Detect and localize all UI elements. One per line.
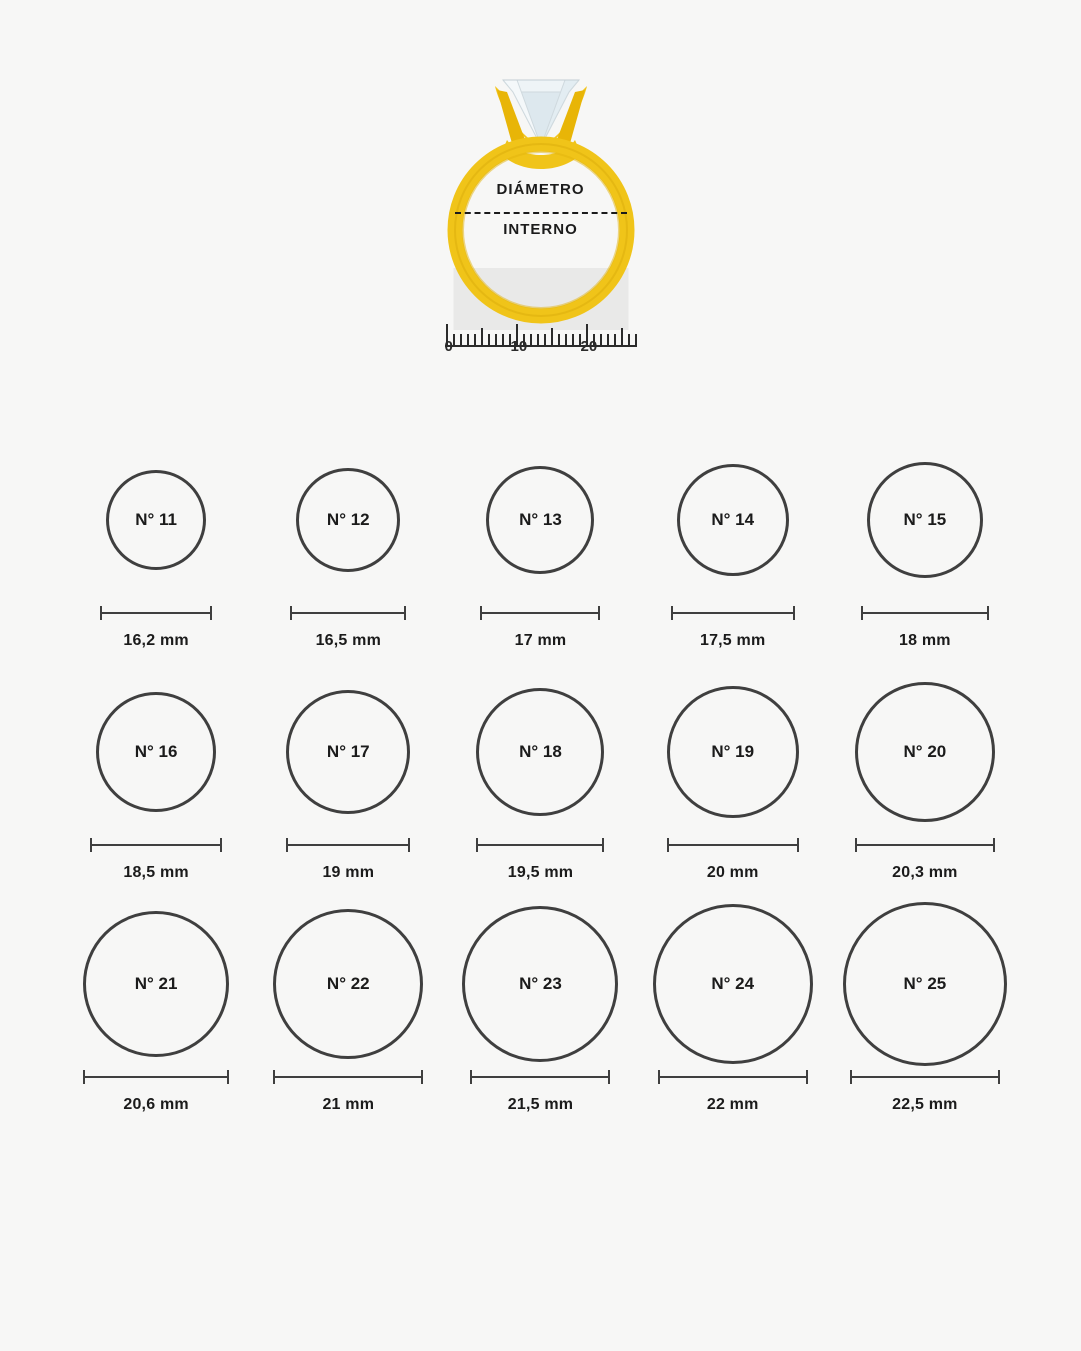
- ring-diameter-mm: 22 mm: [706, 1096, 759, 1113]
- measure-cap-right: [210, 606, 212, 620]
- ring-circle: [273, 909, 423, 1059]
- ring-circle: [843, 902, 1007, 1066]
- diameter-measure-bar: [658, 1070, 808, 1084]
- ring-size-label: N° 14: [711, 510, 755, 529]
- measure-cap-right: [227, 1070, 229, 1084]
- ring-circle: [286, 690, 410, 814]
- ring-diameter-mm: 19,5 mm: [507, 864, 574, 881]
- measure-line: [286, 844, 410, 846]
- measure-cap-left: [861, 606, 863, 620]
- measure-cap-left: [855, 838, 857, 852]
- ring-diameter-mm: 22,5 mm: [892, 1096, 958, 1113]
- diameter-measure-bar: [861, 606, 989, 620]
- ring-diameter-mm: 16,5 mm: [315, 632, 382, 649]
- measure-cap-left: [671, 606, 673, 620]
- ring-circle: [462, 906, 618, 1062]
- measure-cap-right: [408, 838, 410, 852]
- ring-size-cell: [444, 672, 636, 882]
- ring-size-cell: [60, 904, 252, 1114]
- ring-circle: [96, 692, 216, 812]
- measure-line: [83, 1076, 229, 1078]
- ring-circle-wrap: [476, 672, 604, 832]
- measure-cap-left: [470, 1070, 472, 1084]
- ring-circle-wrap: [462, 904, 618, 1064]
- measure-cap-right: [987, 606, 989, 620]
- measure-line: [850, 1076, 1000, 1078]
- diameter-measure-bar: [90, 838, 222, 852]
- ring-circle: [486, 466, 594, 574]
- ring-size-label: N° 11: [135, 510, 177, 529]
- measure-line: [273, 1076, 423, 1078]
- ring-circle: [867, 462, 983, 578]
- measure-line: [658, 1076, 808, 1078]
- ring-diameter-mm: 20,3 mm: [892, 864, 958, 881]
- ring-size-label: N° 19: [711, 742, 755, 761]
- ring-size-label: N° 16: [134, 742, 178, 761]
- measure-cap-right: [220, 838, 222, 852]
- measure-cap-right: [806, 1070, 808, 1084]
- ring-size-label: N° 20: [903, 742, 947, 761]
- ring-diameter-mm: 17 mm: [514, 632, 567, 649]
- ring-diameter-mm: 18 mm: [899, 632, 951, 649]
- ring-circle: [106, 470, 206, 570]
- diameter-measure-bar: [850, 1070, 1000, 1084]
- ring-diameter-mm: 21 mm: [322, 1096, 375, 1113]
- ring-size-label: N° 12: [326, 510, 370, 529]
- measure-cap-left: [83, 1070, 85, 1084]
- measure-line: [671, 612, 795, 614]
- ring-diameter-mm: 20,6 mm: [123, 1096, 189, 1113]
- ring-size-cell: [637, 440, 829, 650]
- measure-cap-left: [90, 838, 92, 852]
- diameter-measure-bar: [470, 1070, 610, 1084]
- ring-size-label: N° 15: [903, 510, 947, 529]
- measure-line: [861, 612, 989, 614]
- measure-cap-right: [797, 838, 799, 852]
- measure-cap-left: [273, 1070, 275, 1084]
- ruler-tick-labels: [441, 338, 641, 360]
- measure-line: [855, 844, 995, 846]
- ring-size-label: N° 22: [326, 974, 370, 993]
- ruler-tick-20: 20: [580, 338, 598, 355]
- diameter-measure-bar: [671, 606, 795, 620]
- ring-circle-wrap: [286, 672, 410, 832]
- diameter-measure-bar: [476, 838, 604, 852]
- inner-diameter-label-line2: INTERNO: [503, 220, 578, 238]
- ring-circle: [296, 468, 400, 572]
- measure-cap-right: [793, 606, 795, 620]
- ring-size-grid: [0, 440, 1081, 1114]
- ring-diameter-mm: 21,5 mm: [507, 1096, 574, 1113]
- diameter-measure-bar: [855, 838, 995, 852]
- measure-cap-right: [404, 606, 406, 620]
- ring-measure-illustration: [0, 0, 1081, 430]
- ring-size-label: N° 21: [134, 974, 178, 993]
- ring-circle: [855, 682, 995, 822]
- ring-size-cell: [60, 672, 252, 882]
- inner-diameter-label: [441, 182, 641, 238]
- ring-diameter-mm: 17,5 mm: [699, 632, 766, 649]
- ring-size-cell: [252, 672, 444, 882]
- ring-size-label: N° 13: [519, 510, 562, 529]
- ring-size-cell: [829, 440, 1021, 650]
- measure-cap-left: [480, 606, 482, 620]
- measure-cap-left: [667, 838, 669, 852]
- ring-size-label: N° 17: [326, 742, 370, 761]
- ring-size-cell: [637, 904, 829, 1114]
- measure-cap-left: [850, 1070, 852, 1084]
- measure-line: [476, 844, 604, 846]
- measure-cap-left: [286, 838, 288, 852]
- measure-line: [100, 612, 212, 614]
- ring-circle-wrap: [273, 904, 423, 1064]
- diameter-measure-bar: [286, 838, 410, 852]
- ring-size-cell: [252, 440, 444, 650]
- diameter-measure-bar: [273, 1070, 423, 1084]
- measure-cap-left: [100, 606, 102, 620]
- measure-line: [470, 1076, 610, 1078]
- ring-circle-wrap: [677, 440, 789, 600]
- ring-circle-wrap: [106, 440, 206, 600]
- ring-size-cell: [829, 672, 1021, 882]
- ring-diameter-mm: 16,2 mm: [123, 632, 189, 649]
- ring-size-cell: [444, 904, 636, 1114]
- ring-size-cell: [444, 440, 636, 650]
- ring-size-cell: [252, 904, 444, 1114]
- ring-circle-wrap: [843, 904, 1007, 1064]
- measure-line: [290, 612, 406, 614]
- measure-cap-right: [421, 1070, 423, 1084]
- ring-size-label: N° 24: [711, 974, 755, 993]
- ring-circle-wrap: [667, 672, 799, 832]
- ring-circle: [476, 688, 604, 816]
- ring-circle-wrap: [96, 672, 216, 832]
- measure-cap-right: [598, 606, 600, 620]
- measure-line: [667, 844, 799, 846]
- ruler-tick-10: 10: [510, 338, 528, 355]
- ring-size-label: N° 25: [903, 974, 947, 993]
- ring-circle-wrap: [296, 440, 400, 600]
- ring-circle-wrap: [867, 440, 983, 600]
- measure-cap-left: [658, 1070, 660, 1084]
- ring-diameter-mm: 19 mm: [322, 864, 375, 881]
- measure-cap-right: [608, 1070, 610, 1084]
- ring-circle: [667, 686, 799, 818]
- measure-cap-right: [998, 1070, 1000, 1084]
- ring-circle: [677, 464, 789, 576]
- ring-circle-wrap: [855, 672, 995, 832]
- ring-circle: [83, 911, 229, 1057]
- measure-cap-left: [476, 838, 478, 852]
- ruler-tick-0: 0: [444, 338, 453, 355]
- ring-diameter-mm: 18,5 mm: [123, 864, 189, 881]
- diameter-measure-bar: [667, 838, 799, 852]
- diameter-measure-bar: [290, 606, 406, 620]
- ring-circle: [653, 904, 813, 1064]
- measure-line: [480, 612, 600, 614]
- ring-circle-wrap: [486, 440, 594, 600]
- ring-size-label: N° 23: [519, 974, 562, 993]
- measure-cap-right: [993, 838, 995, 852]
- ring-circle-wrap: [83, 904, 229, 1064]
- diameter-measure-bar: [83, 1070, 229, 1084]
- measure-cap-left: [290, 606, 292, 620]
- inner-diameter-label-line1: DIÁMETRO: [496, 181, 585, 198]
- measure-cap-right: [602, 838, 604, 852]
- measure-line: [90, 844, 222, 846]
- ring-size-cell: [60, 440, 252, 650]
- diameter-measure-bar: [100, 606, 212, 620]
- diameter-measure-bar: [480, 606, 600, 620]
- ring-size-cell: [829, 904, 1021, 1114]
- ring-size-label: N° 18: [519, 742, 562, 761]
- ring-circle-wrap: [653, 904, 813, 1064]
- ring-diameter-mm: 20 mm: [706, 864, 759, 881]
- ring-size-cell: [637, 672, 829, 882]
